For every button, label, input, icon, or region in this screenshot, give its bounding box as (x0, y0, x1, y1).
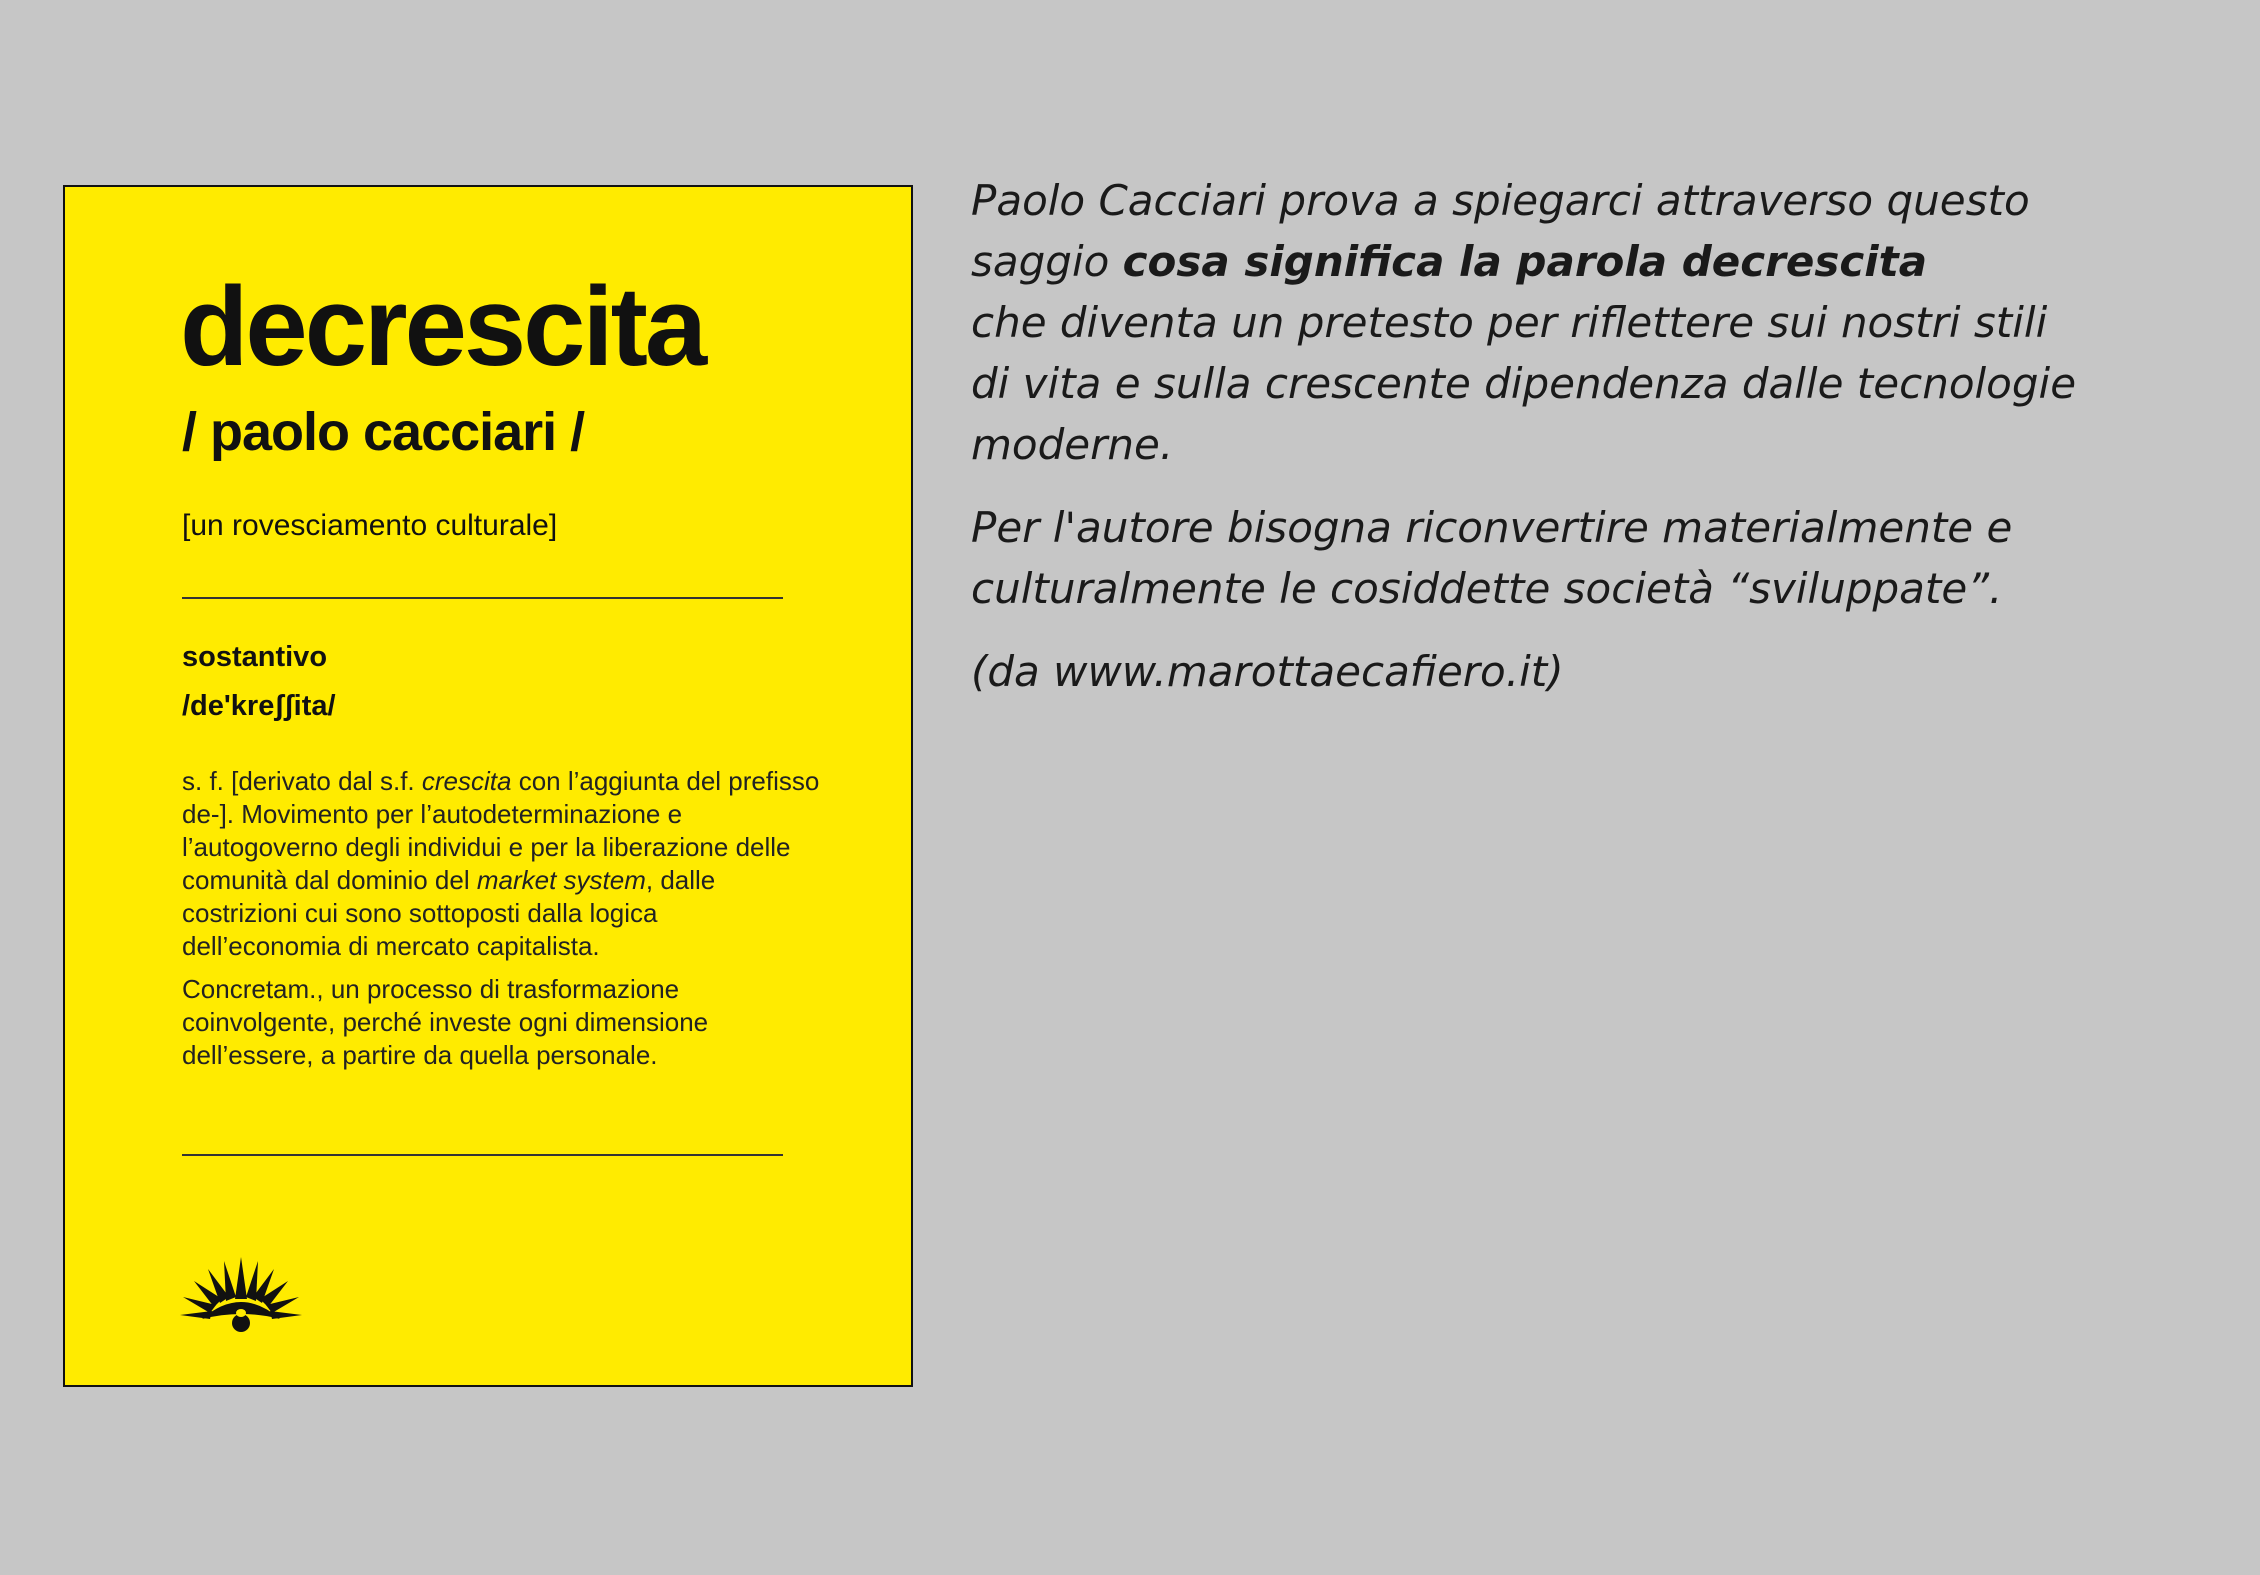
sunburst-eye-icon (180, 1253, 302, 1333)
definition-paragraph-2: Concretam., un processo di trasformazione coinvolgente, perché investe ogni dimensione dell’essere, a partire da quella personale. (182, 974, 709, 1070)
book-cover (63, 185, 913, 1387)
description-line: Paolo Cacciari prova a spiegarci attraverso questo (971, 176, 2030, 225)
cover-divider-bottom (182, 1154, 783, 1156)
definition-emphasis: market system (476, 865, 646, 895)
description-paragraph-1 (971, 170, 2211, 475)
description-paragraph-2 (971, 497, 2211, 619)
description-text-fragment: saggio (971, 237, 1123, 286)
definition-text: s. f. [derivato dal s.f. (182, 766, 422, 796)
description-highlight: cosa significa la parola decrescita (1122, 237, 1928, 286)
source-citation: (da www.marottaecafiero.it) (971, 647, 1564, 696)
cover-phonetic: /de'kreʃʃita/ (182, 690, 336, 722)
definition-emphasis: crescita (421, 766, 512, 796)
definition-paragraph-1 (182, 765, 822, 963)
description-line (971, 231, 2211, 292)
description-text (971, 170, 2211, 724)
cover-divider-top (182, 597, 783, 599)
cover-part-of-speech: sostantivo (182, 641, 328, 673)
cover-title: decrescita (180, 264, 705, 389)
cover-subtitle: [un rovesciamento culturale] (182, 509, 558, 542)
cover-definition (182, 765, 822, 1082)
description-line: che diventa un pretesto per riflettere sui nostri stili (971, 298, 2048, 347)
description-line: culturalmente le cosiddette società “sviluppate”. (971, 564, 2003, 613)
definition-text: , dalle costrizioni cui sono sottoposti dalla logica dell’economia di mercato capitalista. (182, 865, 716, 961)
description-line: di vita e sulla crescente dipendenza dalle tecnologie (971, 359, 2077, 408)
definition-text: con l’aggiunta del prefisso de-]. Movimento per l’autodeterminazione e l’autogoverno degli individui e per la liberazione delle comunità dal dominio del (182, 766, 820, 895)
description-source (971, 641, 2211, 702)
description-line: moderne. (971, 420, 1174, 469)
cover-author: / paolo cacciari / (182, 402, 585, 462)
description-line: Per l'autore bisogna riconvertire materialmente e (971, 503, 2013, 552)
